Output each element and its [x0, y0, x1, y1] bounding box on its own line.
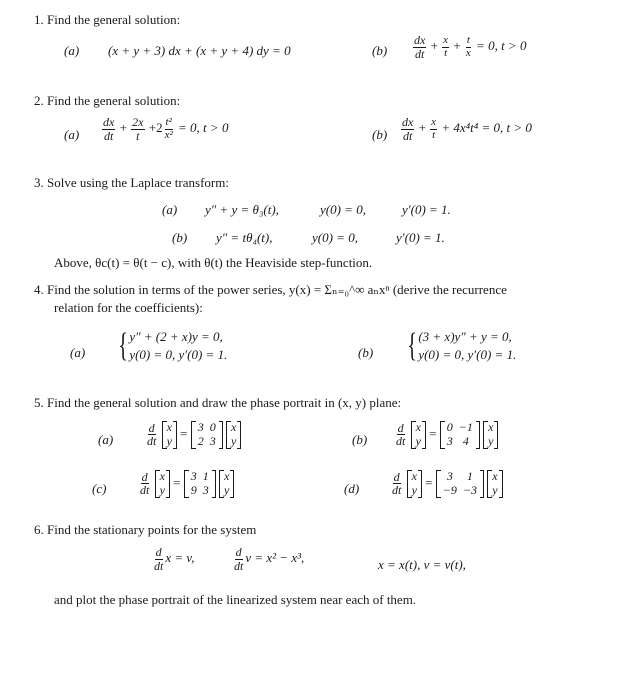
problem-2a-equation: $\frac{dx}{dt}$ + $\frac{2x}{t}$ +2 $\frac{\text{t²}}{\text{x²}}$ = 0, t > 0 [103, 115, 229, 143]
problem-5b-system: $\frac{d}{dt}$ x y = 0 −1 3 4 x y [394, 421, 498, 449]
problem-1-heading: 1. Find the general solution: [34, 12, 181, 27]
problem-3-heading: 3. Solve using the Laplace transform: [34, 175, 229, 190]
problem-3-note: Above, θc(t) = θ(t − c), with θ(t) the Heaviside step-function. [54, 255, 373, 270]
problem-3b-ic2: y′(0) = 1. [396, 230, 445, 245]
problem-5-heading: 5. Find the general solution and draw the phase portrait in (x, y) plane: [34, 395, 402, 410]
problem-4-heading-cont: relation for the coefficients): [54, 300, 203, 315]
problem-2b-label: (b) [372, 127, 388, 142]
problem-4a-system: { y″ + (2 + x)y = 0, y(0) = 0, y′(0) = 1. [118, 326, 228, 364]
problem-1a-equation: (x + y + 3) dx + (x + y + 4) dy = 0 [108, 43, 291, 58]
problem-1b-label: (b) [372, 43, 388, 58]
problem-3a-label: (a) [162, 202, 178, 217]
problem-2-heading: 2. Find the general solution: [34, 93, 181, 108]
problem-5c-label: (c) [92, 481, 107, 496]
problem-3a-ic2: y′(0) = 1. [402, 202, 451, 217]
problem-6-equation-1: $\frac{d}{dt}$ x = v, [154, 545, 195, 573]
problem-1b-equation: $\frac{dx}{dt}$ + $\frac{x}{t}$ + $\frac{t}{x}$ = 0, t > 0 [414, 33, 527, 61]
problem-2b-equation: $\frac{dx}{dt}$ + $\frac{x}{t}$ + 4x⁴t⁴ = 0, t > 0 [402, 115, 532, 143]
problem-3b-label: (b) [172, 230, 188, 245]
problem-4a-label: (a) [70, 345, 86, 360]
problem-5d-system: $\frac{d}{dt}$ x y = 3 1 −9 −3 x y [390, 470, 503, 498]
problem-5c-system: $\frac{d}{dt}$ x y = 3 1 9 3 x y [138, 470, 234, 498]
problem-1a-label: (a) [64, 43, 80, 58]
problem-5d-label: (d) [344, 481, 360, 496]
problem-4-heading: 4. Find the solution in terms of the power series, y(x) = Σₙ₌₀^∞ aₙxⁿ (derive the recurrence [34, 282, 507, 297]
problem-4b-label: (b) [358, 345, 374, 360]
problem-5a-label: (a) [98, 432, 114, 447]
problem-5a-system: $\frac{d}{dt}$ x y = 3 0 2 3 x y [145, 421, 241, 449]
problem-6-equation-2: $\frac{d}{dt}$ v = x² − x³, [234, 545, 305, 573]
problem-3b-equation: y″ = tθ₄(t), [216, 230, 273, 245]
problem-6-footer: and plot the phase portrait of the linearized system near each of them. [54, 592, 417, 607]
problem-6-definitions: x = x(t), v = v(t), [378, 557, 466, 572]
problem-3a-ic1: y(0) = 0, [320, 202, 366, 217]
problem-3b-ic1: y(0) = 0, [312, 230, 358, 245]
problem-2a-label: (a) [64, 127, 80, 142]
problem-5b-label: (b) [352, 432, 368, 447]
problem-4b-system: { (3 + x)y″ + y = 0, y(0) = 0, y′(0) = 1. [407, 326, 517, 364]
problem-6-heading: 6. Find the stationary points for the system [34, 522, 257, 537]
problem-3a-equation: y″ + y = θ₃(t), [205, 202, 279, 217]
